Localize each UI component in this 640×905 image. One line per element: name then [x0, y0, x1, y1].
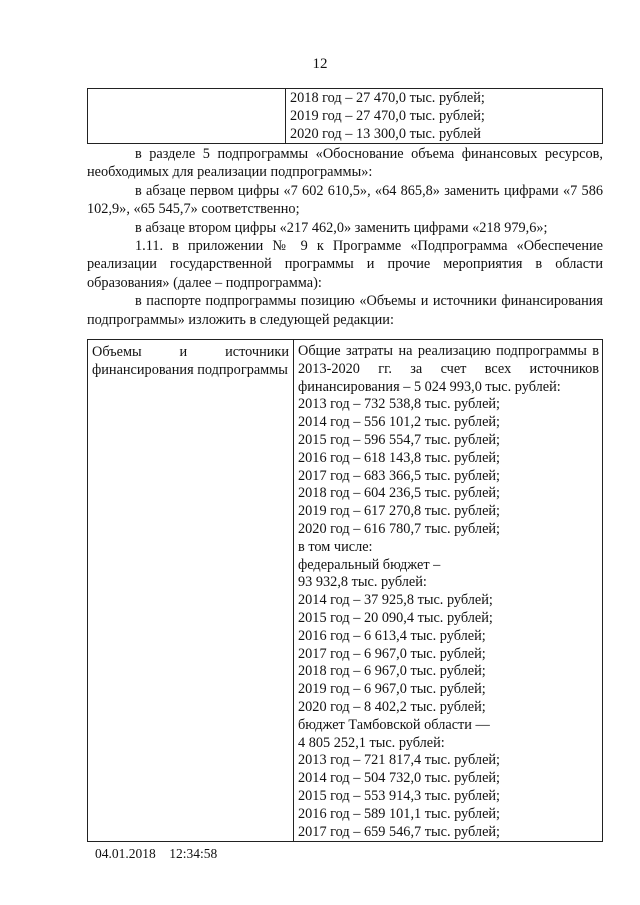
year-line: 2019 год – 27 470,0 тыс. рублей; — [290, 107, 485, 124]
regional-budget-total: 4 805 252,1 тыс. рублей: — [298, 734, 445, 751]
regional-year-line: 2014 год – 504 732,0 тыс. рублей; — [298, 770, 501, 787]
total-costs-intro: Общие затраты на реализацию подпрограммы в 2013-2020 гг. за счет всех источников финансирования – 5 024 993,0 тыс. рублей: — [298, 343, 599, 395]
federal-year-line: 2016 год – 6 613,4 тыс. рублей; — [298, 627, 486, 644]
federal-year-line: 2014 год – 37 925,8 тыс. рублей; — [298, 592, 493, 609]
paragraph: в паспорте подпрограммы позицию «Объемы и источники финансирования подпрограммы» изложить в следующей редакции: — [87, 293, 603, 328]
year-line: 2020 год – 13 300,0 тыс. рублей — [290, 125, 481, 142]
paragraph: в абзаце первом цифры «7 602 610,5», «64 865,8» заменить цифрами «7 586 102,9», «65 545,7» соответственно; — [87, 182, 603, 218]
print-time: 12:34:58 — [169, 846, 218, 861]
amendment-text — [87, 145, 603, 329]
federal-year-line: 2020 год – 8 402,2 тыс. рублей; — [298, 698, 486, 715]
federal-year-line: 2018 год – 6 967,0 тыс. рублей; — [298, 663, 486, 680]
print-timestamp — [95, 846, 217, 862]
regional-year-line: 2017 год – 659 546,7 тыс. рублей; — [298, 823, 501, 840]
funding-years-cell — [286, 89, 603, 144]
regional-year-line: 2013 год – 721 817,4 тыс. рублей; — [298, 752, 501, 769]
total-year-line: 2016 год – 618 143,8 тыс. рублей; — [298, 449, 501, 466]
position-label: Объемы и источники финансирования подпрограммы — [92, 344, 289, 378]
including-label: в том числе: — [298, 538, 373, 555]
total-year-line: 2013 год – 732 538,8 тыс. рублей; — [298, 396, 501, 413]
total-year-line: 2019 год – 617 270,8 тыс. рублей; — [298, 503, 501, 520]
regional-year-line: 2016 год – 589 101,1 тыс. рублей; — [298, 805, 501, 822]
total-year-line: 2017 год – 683 366,5 тыс. рублей; — [298, 467, 501, 484]
print-date: 04.01.2018 — [95, 846, 156, 861]
regional-year-line: 2015 год – 553 914,3 тыс. рублей; — [298, 787, 501, 804]
regional-budget-label: бюджет Тамбовской области — — [298, 716, 490, 733]
total-year-line: 2018 год – 604 236,5 тыс. рублей; — [298, 485, 501, 502]
federal-year-line: 2019 год – 6 967,0 тыс. рублей; — [298, 681, 486, 698]
subprogram-funding-table — [87, 339, 603, 842]
total-year-line: 2020 год – 616 780,7 тыс. рублей; — [298, 520, 501, 537]
funding-details-cell — [294, 340, 603, 842]
federal-year-line: 2017 год – 6 967,0 тыс. рублей; — [298, 645, 486, 662]
total-year-line: 2015 год – 596 554,7 тыс. рублей; — [298, 431, 501, 448]
position-label-cell — [88, 340, 294, 842]
paragraph: 1.11. в приложении № 9 к Программе «Подпрограмма «Обеспечение реализации государственной программы и прочие мероприятия в области образования» (далее – подпрограмма): — [87, 238, 603, 291]
federal-budget-total: 93 932,8 тыс. рублей: — [298, 574, 427, 591]
paragraph: в разделе 5 подпрограммы «Обоснование объема финансовых ресурсов, необходимых для реализации подпрограммы»: — [87, 146, 603, 181]
continued-funding-table — [87, 88, 603, 144]
empty-label-cell — [88, 89, 286, 144]
total-year-line: 2014 год – 556 101,2 тыс. рублей; — [298, 414, 501, 431]
federal-budget-label: федеральный бюджет – — [298, 556, 441, 573]
paragraph: в абзаце втором цифры «217 462,0» заменить цифрами «218 979,6»; — [135, 219, 548, 236]
page-number: 12 — [312, 56, 328, 72]
year-line: 2018 год – 27 470,0 тыс. рублей; — [290, 90, 485, 106]
federal-year-line: 2015 год – 20 090,4 тыс. рублей; — [298, 609, 493, 626]
